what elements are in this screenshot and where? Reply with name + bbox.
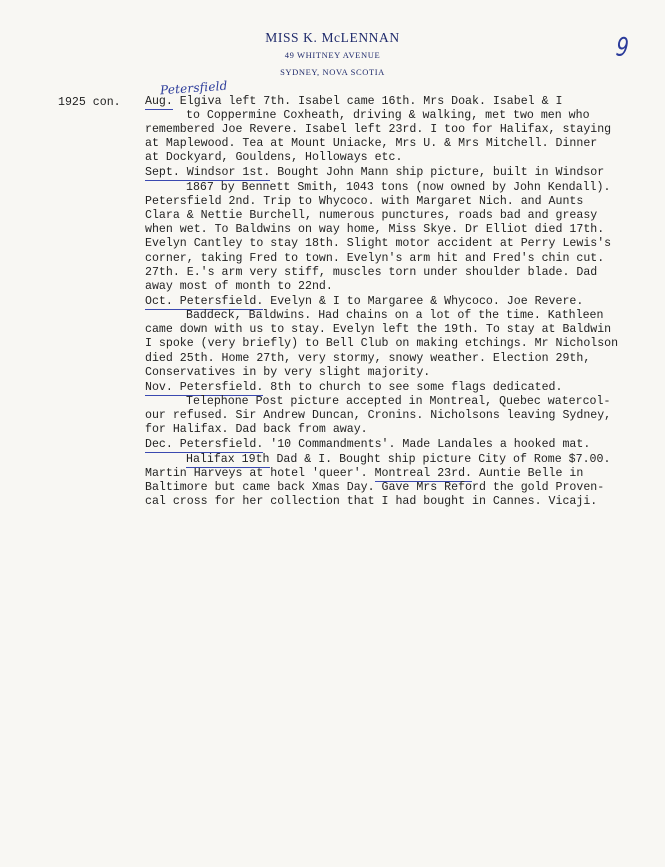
entry-text: Dad & I. Bought ship picture City of Rome $7.00.	[269, 453, 611, 466]
entry-text: Martin Harveys at hotel 'queer'.	[145, 467, 375, 480]
handwritten-note: Petersfield	[159, 78, 228, 98]
entry-text: '10 Commandments'. Made Landales a hooked mat.	[263, 438, 591, 451]
entry-line: Petersfield 2nd. Trip to Whycoco. with Margaret Nich. and Aunts	[145, 195, 584, 208]
entry-line: I spoke (very briefly) to Bell Club on making etchings. Mr Nicholson	[145, 337, 619, 350]
place-label-montreal: Montreal 23rd.	[374, 467, 472, 480]
entry-line: came down with us to stay. Evelyn left the 19th. To stay at Baldwin	[145, 323, 612, 336]
month-label-sept: Sept. Windsor 1st.	[145, 166, 271, 179]
entry-line	[145, 167, 604, 179]
entry-line: away most of month to 22nd.	[145, 280, 333, 293]
month-label-aug: Aug.	[145, 95, 173, 108]
entry-line: Clara & Nettie Burchell, numerous punctures, roads bad and greasy	[145, 209, 598, 222]
entry-line: died 25th. Home 27th, very stormy, snowy weather. Election 29th,	[145, 352, 591, 365]
entry-line	[145, 382, 562, 394]
entry-line: 1867 by Bennett Smith, 1043 tons (now owned by John Kendall).	[186, 181, 611, 194]
year-label: 1925 con.	[58, 96, 121, 109]
entry-line: at Dockyard, Gouldens, Holloways etc.	[145, 151, 403, 164]
entry-line	[145, 468, 583, 480]
place-label-halifax: Halifax 19th	[186, 453, 270, 466]
entry-line: Baltimore but came back Xmas Day. Gave Mrs Reford the gold Proven-	[145, 481, 605, 494]
month-label-oct: Oct. Petersfield.	[145, 295, 264, 308]
entry-line: to Coppermine Coxheath, driving & walking, met two men who	[186, 109, 590, 122]
letterhead-name: MISS K. McLENNAN	[265, 30, 400, 45]
entry-line	[145, 96, 562, 108]
entry-line: cal cross for her collection that I had bought in Cannes. Vicaji.	[145, 495, 598, 508]
entry-line: corner, taking Fred to town. Evelyn's arm hit and Fred's chin cut.	[145, 252, 605, 265]
entry-text: 8th to church to see some flags dedicated.	[263, 381, 563, 394]
entry-line	[186, 454, 610, 466]
entry-line: for Halifax. Dad back from away.	[145, 423, 368, 436]
letterhead-address-city: SYDNEY, NOVA SCOTIA	[280, 67, 385, 77]
month-label-dec: Dec. Petersfield.	[145, 438, 264, 451]
entry-text: Evelyn & I to Margaree & Whycoco. Joe Revere.	[263, 295, 584, 308]
entry-line: Evelyn Cantley to stay 18th. Slight motor accident at Perry Lewis's	[145, 237, 612, 250]
entry-line: our refused. Sir Andrew Duncan, Cronins. Nicholsons leaving Sydney,	[145, 409, 612, 422]
entry-line: when wet. To Baldwins on way home, Miss Skye. Dr Elliot died 17th.	[145, 223, 605, 236]
month-label-nov: Nov. Petersfield.	[145, 381, 264, 394]
entry-line: remembered Joe Revere. Isabel left 23rd. I too for Halifax, staying	[145, 123, 612, 136]
entry-text: Elgiva left 7th. Isabel came 16th. Mrs Doak. Isabel & I	[172, 95, 563, 108]
entry-line: Telephone Post picture accepted in Montreal, Quebec watercol-	[186, 395, 611, 408]
entry-line	[145, 296, 583, 308]
entry-line: 27th. E.'s arm very stiff, muscles torn under shoulder blade. Dad	[145, 266, 598, 279]
entry-line: at Maplewood. Tea at Mount Uniacke, Mrs U. & Mrs Mitchell. Dinner	[145, 137, 598, 150]
entry-line: Conservatives in by very slight majority.	[145, 366, 431, 379]
entry-text: Auntie Belle in	[472, 467, 584, 480]
entry-text: Bought John Mann ship picture, built in Windsor	[270, 166, 605, 179]
entry-line: Baddeck, Baldwins. Had chains on a lot of the time. Kathleen	[186, 309, 604, 322]
letterhead-address-street: 49 WHITNEY AVENUE	[284, 50, 381, 60]
handwritten-page-number: 9	[614, 32, 631, 64]
entry-line	[145, 439, 590, 451]
